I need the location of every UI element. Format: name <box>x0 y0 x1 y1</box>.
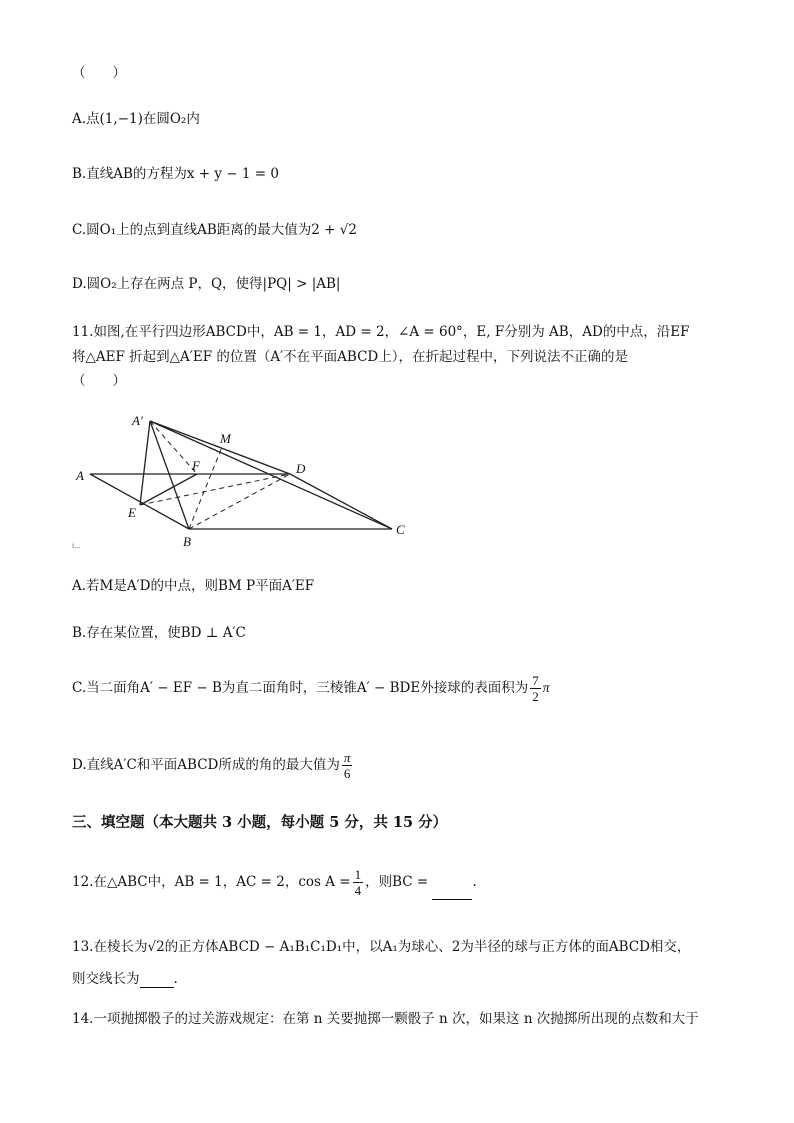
q13-period: . <box>173 971 178 987</box>
q11-option-c-text: C.当二面角A′ − EF − B为直二面角时，三棱锥A′ − BDE外接球的表面积为 <box>72 680 529 696</box>
fraction-7-over-2: $\frac{7}{2}$ <box>532 673 539 704</box>
figure-corner-mark: i... <box>72 541 81 550</box>
q10-answer-paren: （ ） <box>72 65 126 81</box>
q11-option-a: A.若M是A′D的中点，则BM P平面A′EF <box>72 578 315 594</box>
q13-line2-text: 则交线长为 <box>72 971 140 987</box>
q10-option-d: D.圆O₂上存在两点 P，Q，使得|PQ| > |AB| <box>72 276 341 292</box>
fraction-pi-over-6: $\frac{\pi}{6}$ <box>343 750 351 781</box>
q10-option-a: A.点(1,−1)在圆O₂内 <box>72 111 200 127</box>
label-e: E <box>128 505 136 520</box>
pi-symbol: π <box>542 680 550 695</box>
q12-answer-blank[interactable] <box>432 877 472 900</box>
label-b: B <box>183 534 191 549</box>
q12-text-tail: ，则BC = <box>365 874 429 890</box>
q10-option-c: C.圆O₁上的点到直线AB距离的最大值为2 + √2 <box>72 222 357 238</box>
q11-stem-line1: 11.如图,在平行四边形ABCD中，AB = 1，AD = 2，∠A = 60°，E, F分别为 AB，AD的中点，沿EF <box>72 324 690 340</box>
fraction-1-over-4: $\frac{1}{4}$ <box>354 867 362 898</box>
q11-geometry-figure <box>70 405 420 555</box>
label-a: A <box>76 468 84 483</box>
q10-option-b: B.直线AB的方程为x + y − 1 = 0 <box>72 166 279 182</box>
label-f: F <box>192 458 200 473</box>
q11-stem-paren: （ ） <box>72 373 126 389</box>
q12-text: 12.在△ABC中，AB = 1，AC = 2，cos A = <box>72 874 351 890</box>
q14-line1: 14.一项抛掷骰子的过关游戏规定：在第 n 关要抛掷一颗骰子 n 次，如果这 n 次抛掷所出现的点数和大于 <box>72 1011 699 1027</box>
q11-option-d-text: D.直线A′C和平面ABCD所成的角的最大值为 <box>72 757 340 773</box>
q12-line <box>72 864 477 900</box>
section-3-title: 三、填空题（本大题共 3 小题，每小题 5 分，共 15 分） <box>72 814 448 831</box>
q11-option-b: B.存在某位置，使BD ⊥ A′C <box>72 625 246 641</box>
q13-answer-blank[interactable] <box>140 971 174 988</box>
q13-line2 <box>72 970 178 988</box>
q11-stem-line2: 将△AEF 折起到△A′EF 的位置（A′不在平面ABCD上），在折起过程中，下列说法不正确的是 <box>72 349 628 365</box>
q11-option-c <box>72 671 549 705</box>
label-a-prime: A′ <box>132 413 143 428</box>
q12-period: . <box>472 874 477 890</box>
q13-line1: 13.在棱长为√2的正方体ABCD − A₁B₁C₁D₁中，以A₁为球心、2为半径的球与正方体的面ABCD相交， <box>72 939 691 955</box>
q11-option-d <box>72 748 354 782</box>
label-m: M <box>220 431 231 446</box>
label-c: C <box>396 522 405 537</box>
label-d: D <box>296 461 306 476</box>
